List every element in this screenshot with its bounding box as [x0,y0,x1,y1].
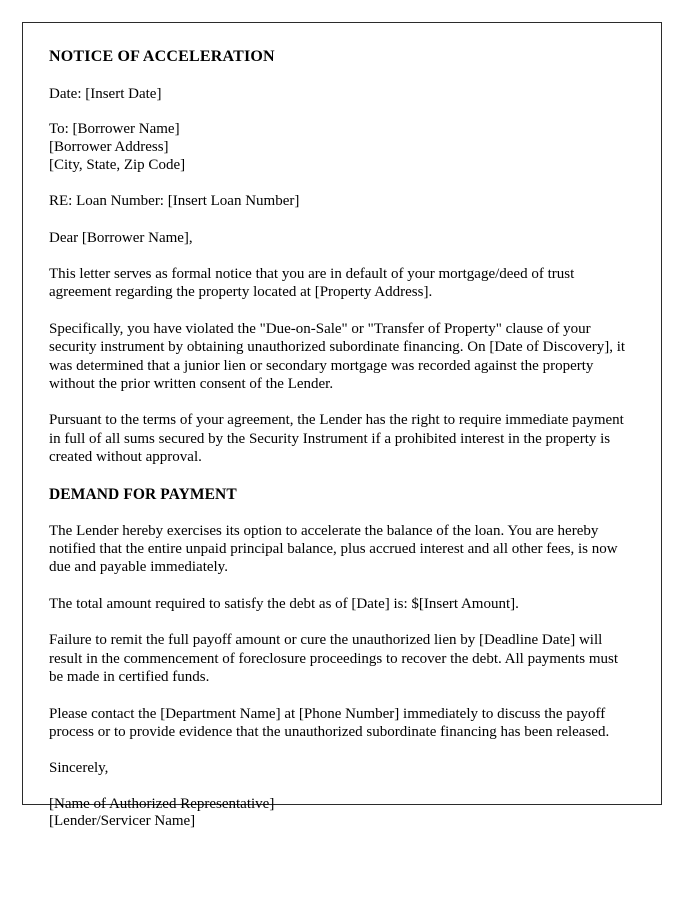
lender-servicer-name: [Lender/Servicer Name] [49,813,196,830]
document-page [22,22,662,830]
date-line: Date: [Insert Date] [49,86,162,102]
closing-sign-off: Sincerely, [49,760,109,777]
recipient-city-state-zip-line: [City, State, Zip Code] [49,156,186,173]
recipient-to-line: To: [Borrower Name] [49,121,180,138]
paragraph-failure-consequence: Failure to remit the full payoff amount or cure the unauthorized lien by [Deadline Date] will result in the commencement of foreclosure proceedings to recover the debt. All payments must be made in certified funds. [49,632,618,686]
paragraph-acceleration-right: Pursuant to the terms of your agreement, the Lender has the right to require immediate payment in full of all sums secured by the Security Instrument if a prohibited interest in the property is created without approval. [49,412,624,466]
signature-block [49,796,635,831]
paragraph-default-notice: This letter serves as formal notice that you are in default of your mortgage/deed of trust agreement regarding the property located at [Property Address]. [49,266,575,301]
recipient-address-block [49,121,635,174]
page-title: NOTICE OF ACCELERATION [49,48,275,65]
paragraph-exercise-option: The Lender hereby exercises its option to accelerate the balance of the loan. You are hereby notified that the entire unpaid principal balance, plus accrued interest and all other fees, is now due and payable immediately. [49,522,618,576]
paragraph-contact-instruction: Please contact the [Department Name] at [Phone Number] immediately to discuss the payoff process or to provide evidence that the unauthorized subordinate financing has been released. [49,705,610,740]
representative-name: [Name of Authorized Representative] [49,795,275,812]
document-body [23,23,661,831]
section-heading-demand-for-payment: DEMAND FOR PAYMENT [49,485,237,503]
paragraph-total-amount: The total amount required to satisfy the debt as of [Date] is: $[Insert Amount]. [49,595,519,612]
reference-line: RE: Loan Number: [Insert Loan Number] [49,193,300,210]
paragraph-violation-detail: Specifically, you have violated the "Due-on-Sale" or "Transfer of Property" clause of your security instrument by obtaining unauthorized subordinate financing. On [Date of Discovery], it was determined that a junior lien or secondary mortgage was recorded against the property without the prior written consent of the Lender. [49,320,626,393]
salutation: Dear [Borrower Name], [49,229,193,246]
recipient-address-line: [Borrower Address] [49,139,169,155]
